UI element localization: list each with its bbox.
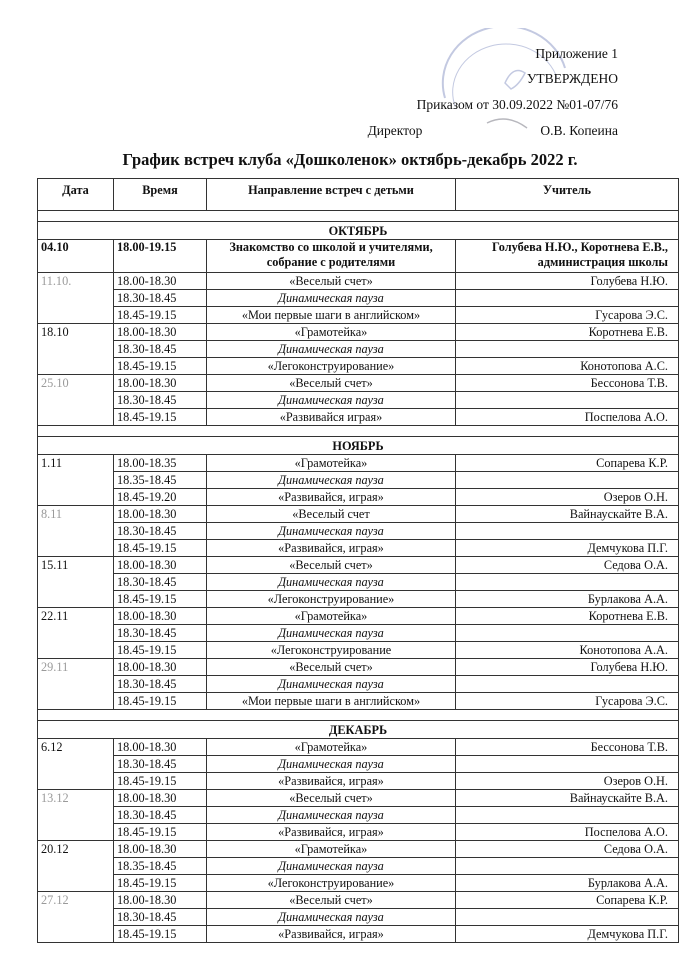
teacher-cell: Седова О.А. bbox=[456, 841, 679, 858]
date-cell: 11.10. bbox=[38, 273, 114, 324]
topic-cell: «Легоконструирование» bbox=[207, 875, 456, 892]
date-cell: 15.11 bbox=[38, 557, 114, 608]
table-row bbox=[38, 273, 679, 290]
time-cell: 18.00-18.30 bbox=[114, 841, 207, 858]
appendix-label: Приложение 1 bbox=[535, 46, 618, 61]
schedule-body bbox=[38, 211, 679, 943]
time-cell: 18.00-18.30 bbox=[114, 557, 207, 574]
time-cell: 18.45-19.15 bbox=[114, 642, 207, 659]
teacher-cell: Голубева Н.Ю. bbox=[456, 659, 679, 676]
teacher-cell: Бурлакова А.А. bbox=[456, 875, 679, 892]
table-row bbox=[38, 756, 679, 773]
topic-cell: Динамическая пауза bbox=[207, 290, 456, 307]
table-row bbox=[38, 557, 679, 574]
teacher-cell bbox=[456, 756, 679, 773]
table-row bbox=[38, 472, 679, 489]
teacher-cell: Бурлакова А.А. bbox=[456, 591, 679, 608]
table-row bbox=[38, 608, 679, 625]
director-label: Директор bbox=[367, 123, 423, 138]
teacher-cell bbox=[456, 392, 679, 409]
column-header-topic: Направление встреч с детьми bbox=[207, 179, 456, 211]
topic-cell: «Веселый счет» bbox=[207, 790, 456, 807]
date-cell: 1.11 bbox=[38, 455, 114, 506]
date-cell: 18.10 bbox=[38, 324, 114, 375]
table-row bbox=[38, 739, 679, 756]
table-row bbox=[38, 875, 679, 892]
teacher-cell bbox=[456, 523, 679, 540]
table-row bbox=[38, 240, 679, 273]
teacher-cell: Вайнаускайте В.А. bbox=[456, 506, 679, 523]
time-cell: 18.00-18.30 bbox=[114, 790, 207, 807]
teacher-cell bbox=[456, 625, 679, 642]
table-row bbox=[38, 693, 679, 710]
teacher-cell: Поспелова А.О. bbox=[456, 824, 679, 841]
topic-cell: «Развивайся играя» bbox=[207, 409, 456, 426]
order-label: Приказом от 30.09.2022 №01-07/76 bbox=[416, 97, 618, 112]
time-cell: 18.45-19.15 bbox=[114, 307, 207, 324]
time-cell: 18.30-18.45 bbox=[114, 574, 207, 591]
table-row bbox=[38, 841, 679, 858]
topic-cell: «Мои первые шаги в английском» bbox=[207, 307, 456, 324]
teacher-cell: Коротнева Е.В. bbox=[456, 324, 679, 341]
time-cell: 18.00-18.30 bbox=[114, 739, 207, 756]
topic-cell: «Легоконструирование bbox=[207, 642, 456, 659]
teacher-cell bbox=[456, 909, 679, 926]
teacher-cell: Конотопова А.С. bbox=[456, 358, 679, 375]
topic-cell: Динамическая пауза bbox=[207, 472, 456, 489]
topic-cell: «Веселый счет» bbox=[207, 375, 456, 392]
teacher-cell: Сопарева К.Р. bbox=[456, 455, 679, 472]
topic-cell: «Веселый счет» bbox=[207, 273, 456, 290]
teacher-cell: Демчукова П.Г. bbox=[456, 926, 679, 943]
topic-cell: Динамическая пауза bbox=[207, 676, 456, 693]
time-cell: 18.30-18.45 bbox=[114, 523, 207, 540]
table-row bbox=[38, 392, 679, 409]
signature-space bbox=[422, 134, 540, 135]
teacher-cell: Конотопова А.А. bbox=[456, 642, 679, 659]
time-cell: 18.30-18.45 bbox=[114, 290, 207, 307]
teacher-cell: Голубева Н.Ю. bbox=[456, 273, 679, 290]
teacher-cell bbox=[456, 574, 679, 591]
time-cell: 18.00-18.30 bbox=[114, 375, 207, 392]
table-row bbox=[38, 489, 679, 506]
teacher-cell bbox=[456, 341, 679, 358]
topic-cell: «Легоконструирование» bbox=[207, 591, 456, 608]
spacer-row bbox=[38, 710, 679, 721]
teacher-cell bbox=[456, 290, 679, 307]
table-row bbox=[38, 358, 679, 375]
table-row bbox=[38, 375, 679, 392]
spacer-row bbox=[38, 211, 679, 222]
time-cell: 18.30-18.45 bbox=[114, 625, 207, 642]
table-row bbox=[38, 909, 679, 926]
month-row bbox=[38, 222, 679, 240]
table-row bbox=[38, 455, 679, 472]
teacher-cell: Поспелова А.О. bbox=[456, 409, 679, 426]
document-title: График встреч клуба «Дошколенок» октябрь-декабрь 2022 г. bbox=[122, 150, 578, 169]
teacher-cell: Бессонова Т.В. bbox=[456, 739, 679, 756]
table-row bbox=[38, 506, 679, 523]
spacer-cell bbox=[38, 710, 679, 721]
time-cell: 18.00-19.15 bbox=[114, 240, 207, 273]
table-row bbox=[38, 892, 679, 909]
topic-cell: «Грамотейка» bbox=[207, 324, 456, 341]
teacher-cell bbox=[456, 858, 679, 875]
director-signature-line bbox=[368, 123, 618, 139]
date-cell: 04.10 bbox=[38, 240, 114, 273]
teacher-cell: Озеров О.Н. bbox=[456, 773, 679, 790]
teacher-cell: Коротнева Е.В. bbox=[456, 608, 679, 625]
topic-cell: Знакомство со школой и учителями, собрание с родителями bbox=[207, 240, 456, 273]
topic-cell: «Развивайся, играя» bbox=[207, 489, 456, 506]
topic-cell: Динамическая пауза bbox=[207, 574, 456, 591]
topic-cell: «Грамотейка» bbox=[207, 841, 456, 858]
table-row bbox=[38, 858, 679, 875]
topic-cell: «Веселый счет» bbox=[207, 557, 456, 574]
topic-cell: «Грамотейка» bbox=[207, 608, 456, 625]
date-cell: 6.12 bbox=[38, 739, 114, 790]
table-row bbox=[38, 790, 679, 807]
teacher-cell: Бессонова Т.В. bbox=[456, 375, 679, 392]
teacher-cell bbox=[456, 807, 679, 824]
time-cell: 18.30-18.45 bbox=[114, 676, 207, 693]
topic-cell: Динамическая пауза bbox=[207, 909, 456, 926]
table-row bbox=[38, 773, 679, 790]
topic-cell: Динамическая пауза bbox=[207, 756, 456, 773]
date-cell: 22.11 bbox=[38, 608, 114, 659]
table-row bbox=[38, 540, 679, 557]
time-cell: 18.00-18.30 bbox=[114, 506, 207, 523]
teacher-cell: Седова О.А. bbox=[456, 557, 679, 574]
topic-cell: Динамическая пауза bbox=[207, 523, 456, 540]
teacher-cell bbox=[456, 676, 679, 693]
date-cell: 13.12 bbox=[38, 790, 114, 841]
date-cell: 27.12 bbox=[38, 892, 114, 943]
topic-cell: «Мои первые шаги в английском» bbox=[207, 693, 456, 710]
approved-label: УТВЕРЖДЕНО bbox=[526, 71, 618, 86]
topic-cell: Динамическая пауза bbox=[207, 858, 456, 875]
topic-cell: «Развивайся, играя» bbox=[207, 773, 456, 790]
column-header-teacher: Учитель bbox=[456, 179, 679, 211]
topic-cell: «Грамотейка» bbox=[207, 455, 456, 472]
time-cell: 18.00-18.30 bbox=[114, 892, 207, 909]
spacer-cell bbox=[38, 211, 679, 222]
table-row bbox=[38, 591, 679, 608]
table-row bbox=[38, 523, 679, 540]
time-cell: 18.00-18.30 bbox=[114, 608, 207, 625]
topic-cell: «Развивайся, играя» bbox=[207, 824, 456, 841]
column-header-time: Время bbox=[114, 179, 207, 211]
month-name: ДЕКАБРЬ bbox=[38, 721, 679, 739]
topic-cell: «Развивайся, играя» bbox=[207, 540, 456, 557]
topic-cell: «Веселый счет» bbox=[207, 659, 456, 676]
topic-cell: Динамическая пауза bbox=[207, 341, 456, 358]
teacher-cell: Демчукова П.Г. bbox=[456, 540, 679, 557]
time-cell: 18.30-18.45 bbox=[114, 807, 207, 824]
month-name: НОЯБРЬ bbox=[38, 437, 679, 455]
director-name: О.В. Копеина bbox=[540, 123, 618, 138]
time-cell: 18.45-19.15 bbox=[114, 875, 207, 892]
table-row bbox=[38, 625, 679, 642]
time-cell: 18.30-18.45 bbox=[114, 392, 207, 409]
time-cell: 18.30-18.45 bbox=[114, 341, 207, 358]
time-cell: 18.45-19.15 bbox=[114, 409, 207, 426]
schedule-table bbox=[37, 178, 679, 943]
time-cell: 18.00-18.30 bbox=[114, 273, 207, 290]
month-row bbox=[38, 437, 679, 455]
time-cell: 18.45-19.15 bbox=[114, 773, 207, 790]
topic-cell: «Развивайся, играя» bbox=[207, 926, 456, 943]
column-header-date: Дата bbox=[38, 179, 114, 211]
teacher-cell: Озеров О.Н. bbox=[456, 489, 679, 506]
time-cell: 18.00-18.30 bbox=[114, 324, 207, 341]
date-cell: 29.11 bbox=[38, 659, 114, 710]
date-cell: 25.10 bbox=[38, 375, 114, 426]
time-cell: 18.45-19.15 bbox=[114, 926, 207, 943]
topic-cell: Динамическая пауза bbox=[207, 807, 456, 824]
table-row bbox=[38, 307, 679, 324]
time-cell: 18.45-19.15 bbox=[114, 591, 207, 608]
date-cell: 20.12 bbox=[38, 841, 114, 892]
time-cell: 18.45-19.20 bbox=[114, 489, 207, 506]
spacer-cell bbox=[38, 426, 679, 437]
time-cell: 18.35-18.45 bbox=[114, 472, 207, 489]
time-cell: 18.45-19.15 bbox=[114, 358, 207, 375]
topic-cell: Динамическая пауза bbox=[207, 625, 456, 642]
teacher-cell: Гусарова Э.С. bbox=[456, 693, 679, 710]
topic-cell: «Веселый счет bbox=[207, 506, 456, 523]
time-cell: 18.30-18.45 bbox=[114, 756, 207, 773]
table-row bbox=[38, 676, 679, 693]
table-row bbox=[38, 341, 679, 358]
time-cell: 18.45-19.15 bbox=[114, 824, 207, 841]
table-row bbox=[38, 290, 679, 307]
topic-cell: «Грамотейка» bbox=[207, 739, 456, 756]
time-cell: 18.45-19.15 bbox=[114, 540, 207, 557]
time-cell: 18.00-18.30 bbox=[114, 659, 207, 676]
topic-cell: Динамическая пауза bbox=[207, 392, 456, 409]
teacher-cell: Вайнаускайте В.А. bbox=[456, 790, 679, 807]
topic-cell: «Легоконструирование» bbox=[207, 358, 456, 375]
date-cell: 8.11 bbox=[38, 506, 114, 557]
table-row bbox=[38, 642, 679, 659]
time-cell: 18.30-18.45 bbox=[114, 909, 207, 926]
table-row bbox=[38, 409, 679, 426]
time-cell: 18.00-18.35 bbox=[114, 455, 207, 472]
month-name: ОКТЯБРЬ bbox=[38, 222, 679, 240]
month-row bbox=[38, 721, 679, 739]
table-row bbox=[38, 926, 679, 943]
teacher-cell bbox=[456, 472, 679, 489]
table-row bbox=[38, 324, 679, 341]
spacer-row bbox=[38, 426, 679, 437]
table-row bbox=[38, 807, 679, 824]
table-row bbox=[38, 574, 679, 591]
table-row bbox=[38, 824, 679, 841]
table-row bbox=[38, 659, 679, 676]
table-header-row bbox=[38, 179, 679, 211]
teacher-cell: Гусарова Э.С. bbox=[456, 307, 679, 324]
topic-cell: «Веселый счет» bbox=[207, 892, 456, 909]
teacher-cell: Голубева Н.Ю., Коротнева Е.В., администрация школы bbox=[456, 240, 679, 273]
time-cell: 18.35-18.45 bbox=[114, 858, 207, 875]
teacher-cell: Сопарева К.Р. bbox=[456, 892, 679, 909]
time-cell: 18.45-19.15 bbox=[114, 693, 207, 710]
